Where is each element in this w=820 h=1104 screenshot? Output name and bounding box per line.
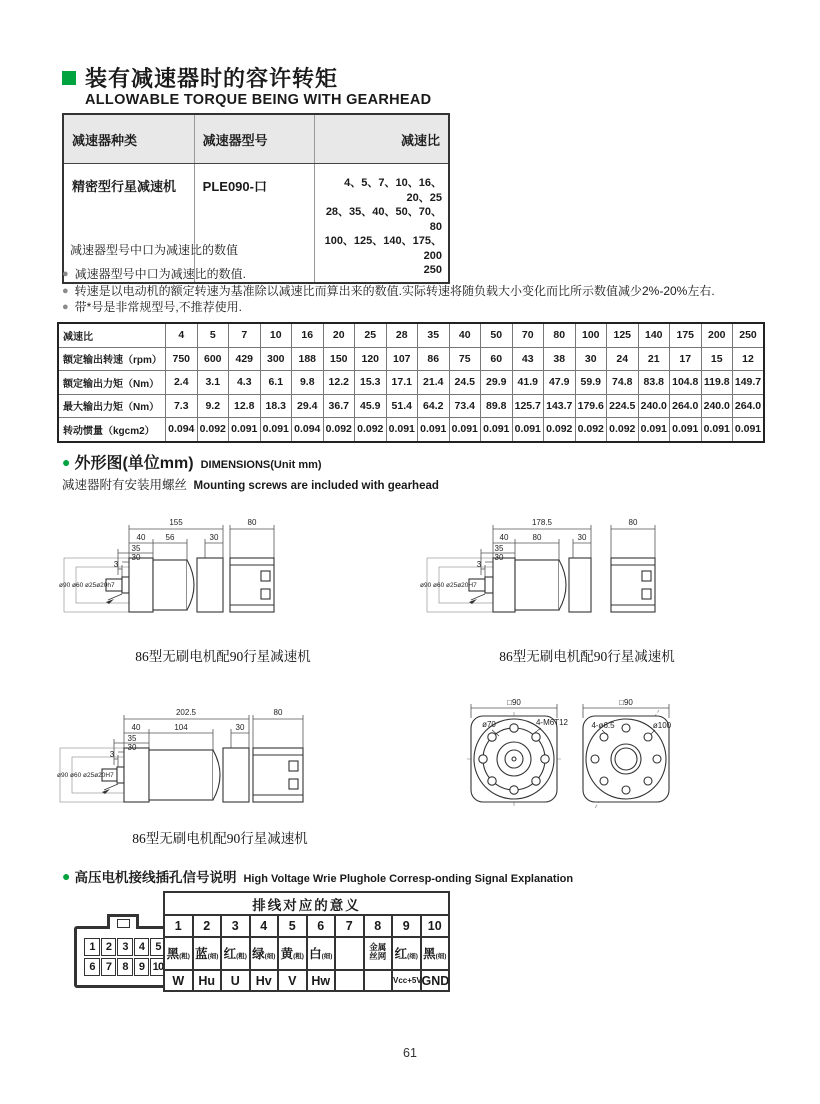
bullet-icon: ● (62, 301, 69, 313)
flange-square-dim: □90 (619, 698, 633, 707)
torque-value-cell: 74.8 (607, 371, 639, 395)
wiring-color-cell (392, 937, 421, 970)
torque-value-cell: 28 (386, 323, 418, 347)
torque-value-cell: 0.094 (292, 418, 324, 442)
torque-value-cell: 9.2 (197, 394, 229, 418)
wiring-signal-cell: V (278, 970, 307, 991)
torque-value-cell: 4 (166, 323, 198, 347)
drawing-caption: 86型无刷电机配90行星减速机 (499, 649, 675, 664)
torque-value-cell: 0.092 (323, 418, 355, 442)
wiring-pin-number: 9 (392, 915, 421, 937)
torque-value-cell: 0.091 (260, 418, 292, 442)
torque-value-cell: 0.091 (512, 418, 544, 442)
dim-diameters: ø90 ø60 ø25ø20H7 (420, 582, 477, 589)
dimensions-subheading-cn: 减速器附有安装用螺丝 (62, 478, 188, 492)
wiring-signal-row (164, 970, 449, 991)
dim-rear-length: 80 (273, 708, 283, 717)
torque-table-row (58, 323, 764, 347)
wiring-color-cell (307, 937, 336, 970)
torque-value-cell: 429 (229, 347, 261, 371)
torque-value-cell: 0.092 (607, 418, 639, 442)
dimension-drawing-gearmotor-155 (56, 503, 331, 645)
wiring-heading-cn: 高压电机接线插孔信号说明 (74, 870, 237, 885)
torque-value-cell: 20 (323, 323, 355, 347)
dimension-drawing-gearmotor-178 (415, 503, 715, 645)
torque-table-row (58, 418, 764, 442)
torque-value-cell: 35 (418, 323, 450, 347)
torque-value-cell: 7 (229, 323, 261, 347)
torque-value-cell: 9.8 (292, 371, 324, 395)
dim-diameters: ø90 ø60 ø25ø20H7 (57, 772, 114, 779)
connector-pin: 10 (150, 958, 166, 976)
torque-value-cell: 30 (575, 347, 607, 371)
torque-value-cell: 38 (544, 347, 576, 371)
wiring-signal-cell: GND (421, 970, 450, 991)
wiring-pin-number: 8 (364, 915, 393, 937)
connector-pin: 9 (134, 958, 150, 976)
torque-value-cell: 125.7 (512, 394, 544, 418)
dim-total-length: 155 (169, 518, 183, 527)
flange-views-drawing (455, 678, 690, 818)
connector-diagram (74, 926, 176, 988)
wiring-signal-cell: W (164, 970, 193, 991)
dim-rear-length: 80 (628, 518, 638, 527)
torque-row-label: 最大输出力矩（Nm） (58, 394, 166, 418)
torque-value-cell: 40 (449, 323, 481, 347)
wire-thickness-label: (细) (321, 953, 333, 960)
wiring-signal-cell: U (221, 970, 250, 991)
dim-g: 3 (113, 560, 119, 569)
torque-value-cell: 12.2 (323, 371, 355, 395)
flange-square-dim: □90 (507, 698, 521, 707)
dim-rear-length: 80 (247, 518, 257, 527)
bullet-icon: ● (62, 268, 69, 280)
wire-thickness-label: (粗) (179, 953, 190, 960)
torque-value-cell: 43 (512, 347, 544, 371)
wiring-signal-cell: Hw (307, 970, 336, 991)
green-bullet-icon: ● (62, 454, 71, 470)
gearhead-ratios (315, 164, 449, 283)
torque-value-cell: 264.0 (670, 394, 702, 418)
torque-value-cell: 18.3 (260, 394, 292, 418)
torque-value-cell: 17 (670, 347, 702, 371)
torque-value-cell: 0.092 (575, 418, 607, 442)
torque-value-cell: 0.092 (355, 418, 387, 442)
wiring-color-cell (193, 937, 222, 970)
gearhead-table-header-row (63, 114, 449, 164)
wiring-pin-number: 10 (421, 915, 450, 937)
torque-value-cell: 125 (607, 323, 639, 347)
dim-f: 30 (127, 743, 137, 752)
torque-value-cell: 0.091 (449, 418, 481, 442)
torque-value-cell: 75 (449, 347, 481, 371)
dim-e: 35 (131, 544, 141, 553)
ratio-line: 250 (423, 264, 442, 276)
wiring-pin-number: 6 (307, 915, 336, 937)
ratio-line: 4、5、7、10、16、20、25 (344, 177, 442, 204)
dimension-drawing-gearmotor-202 (56, 690, 356, 825)
torque-value-cell: 41.9 (512, 371, 544, 395)
torque-row-label: 减速比 (58, 323, 166, 347)
flange-tapped-holes-dim: 4-M6T12 (535, 718, 569, 727)
torque-value-cell: 240.0 (701, 394, 733, 418)
wire-thickness-label: (细) (264, 953, 276, 960)
torque-value-cell: 21 (638, 347, 670, 371)
dim-c: 30 (209, 533, 219, 542)
torque-value-cell: 21.4 (418, 371, 450, 395)
flange-through-holes-dim: 4-ø6.5 (591, 721, 615, 730)
dim-b: 56 (165, 533, 175, 542)
wiring-color-cell (278, 937, 307, 970)
torque-value-cell: 51.4 (386, 394, 418, 418)
wire-thickness-label: (细) (207, 953, 219, 960)
notes-list (62, 266, 762, 316)
dim-e: 35 (127, 734, 137, 743)
wiring-pin-number: 3 (221, 915, 250, 937)
green-square-icon (62, 71, 76, 85)
connector-pin-row-top (79, 938, 171, 956)
torque-value-cell: 73.4 (449, 394, 481, 418)
dim-c: 30 (577, 533, 587, 542)
torque-value-cell: 240.0 (638, 394, 670, 418)
col-header-gearhead-type: 减速器种类 (63, 114, 194, 164)
torque-value-cell: 10 (260, 323, 292, 347)
wire-thickness-label: (细) (435, 953, 447, 960)
col-header-ratio: 减速比 (315, 114, 449, 164)
wire-thickness-label: (粗) (236, 953, 247, 960)
wiring-signal-cell: Hu (193, 970, 222, 991)
wiring-signal-cell: Hv (250, 970, 279, 991)
wiring-signal-cell (364, 970, 393, 991)
torque-value-cell: 59.9 (575, 371, 607, 395)
connector-pin: 4 (134, 938, 150, 956)
torque-value-cell: 2.4 (166, 371, 198, 395)
gearhead-type: 精密型行星减速机 (63, 164, 194, 283)
title-en: ALLOWABLE TORQUE BEING WITH GEARHEAD (85, 92, 432, 108)
wiring-color-cell (250, 937, 279, 970)
flange-bolt-circle-dim: ø70 (482, 720, 496, 729)
torque-value-cell: 4.3 (229, 371, 261, 395)
dim-a: 40 (499, 533, 509, 542)
wiring-table (163, 891, 450, 992)
torque-value-cell: 83.8 (638, 371, 670, 395)
gearhead-table-footnote: 减速器型号中口为减速比的数值 (70, 243, 239, 257)
connector-pin: 8 (117, 958, 133, 976)
wire-color-name: 黑 (423, 947, 436, 961)
wiring-signal-cell (335, 970, 364, 991)
note-item (62, 266, 762, 283)
torque-value-cell: 15.3 (355, 371, 387, 395)
gearhead-table-data-row (63, 164, 449, 283)
torque-value-cell: 300 (260, 347, 292, 371)
torque-value-cell: 149.7 (733, 371, 765, 395)
torque-value-cell: 50 (481, 323, 513, 347)
dimensions-subheading-en: Mounting screws are included with gearhead (193, 480, 439, 492)
torque-row-label: 额定输出转速（rpm） (58, 347, 166, 371)
torque-value-cell: 107 (386, 347, 418, 371)
dim-g: 3 (109, 750, 115, 759)
torque-table-row (58, 394, 764, 418)
wire-color-name: 白 (309, 947, 322, 961)
dimensions-section-heading (62, 450, 322, 473)
connector-pin: 6 (84, 958, 100, 976)
wiring-pin-number: 4 (250, 915, 279, 937)
wiring-pin-number: 7 (335, 915, 364, 937)
torque-value-cell: 750 (166, 347, 198, 371)
dim-a: 40 (131, 723, 141, 732)
torque-value-cell: 119.8 (701, 371, 733, 395)
dimensions-subheading (62, 475, 439, 493)
page-number: 61 (403, 1046, 417, 1060)
torque-value-cell: 12.8 (229, 394, 261, 418)
torque-table (57, 322, 765, 443)
gearhead-model: PLE090-口 (194, 164, 315, 283)
wiring-color-row (164, 937, 449, 970)
wiring-table-title: 排线对应的意义 (164, 892, 449, 915)
dim-f: 30 (494, 553, 504, 562)
connector-pin: 1 (84, 938, 100, 956)
title-cn: 装有减速器时的容许转矩 (85, 66, 339, 91)
torque-value-cell: 0.091 (638, 418, 670, 442)
ratio-line: 28、35、40、50、70、80 (325, 206, 442, 233)
torque-value-cell: 16 (292, 323, 324, 347)
torque-value-cell: 3.1 (197, 371, 229, 395)
note-item (62, 299, 762, 316)
torque-value-cell: 224.5 (607, 394, 639, 418)
wire-thickness-label: (粗) (293, 953, 304, 960)
torque-value-cell: 70 (512, 323, 544, 347)
drawing-caption: 86型无刷电机配90行星减速机 (135, 649, 311, 664)
torque-value-cell: 15 (701, 347, 733, 371)
dim-g: 3 (476, 560, 482, 569)
torque-value-cell: 250 (733, 323, 765, 347)
wiring-color-cell (364, 937, 393, 970)
page-title (62, 62, 338, 93)
dim-c: 30 (235, 723, 245, 732)
connector-pin: 3 (117, 938, 133, 956)
wire-color-name: 蓝 (195, 947, 208, 961)
torque-value-cell: 0.091 (701, 418, 733, 442)
torque-value-cell: 0.091 (733, 418, 765, 442)
torque-value-cell: 29.9 (481, 371, 513, 395)
dimensions-heading-cn: 外形图(单位mm) (74, 455, 194, 472)
torque-value-cell: 25 (355, 323, 387, 347)
note-text: 带*号是非常规型号,不推荐使用. (74, 300, 242, 314)
torque-value-cell: 0.092 (197, 418, 229, 442)
col-header-gearhead-model: 减速器型号 (194, 114, 315, 164)
torque-value-cell: 47.9 (544, 371, 576, 395)
torque-value-cell: 140 (638, 323, 670, 347)
torque-value-cell: 45.9 (355, 394, 387, 418)
torque-value-cell: 120 (355, 347, 387, 371)
torque-value-cell: 179.6 (575, 394, 607, 418)
wire-thickness-label: (细) (407, 953, 418, 960)
green-bullet-icon: ● (62, 868, 71, 884)
wiring-heading-en: High Voltage Wrie Plughole Corresp-onding Signal Explanation (243, 873, 574, 885)
wire-color-name: 金属丝网 (369, 942, 387, 961)
wire-color-name: 绿 (252, 947, 265, 961)
torque-value-cell: 175 (670, 323, 702, 347)
torque-value-cell: 0.091 (386, 418, 418, 442)
wiring-color-cell (335, 937, 364, 970)
connector-tab-slot (117, 919, 130, 928)
dim-b: 104 (174, 723, 188, 732)
torque-value-cell: 17.1 (386, 371, 418, 395)
wiring-pin-number-row (164, 915, 449, 937)
wire-color-name: 黄 (280, 947, 294, 961)
torque-value-cell: 100 (575, 323, 607, 347)
torque-value-cell: 7.3 (166, 394, 198, 418)
torque-value-cell: 36.7 (323, 394, 355, 418)
torque-value-cell: 150 (323, 347, 355, 371)
torque-table-row (58, 371, 764, 395)
torque-value-cell: 0.091 (418, 418, 450, 442)
torque-value-cell: 24.5 (449, 371, 481, 395)
drawing-caption: 86型无刷电机配90行星减速机 (132, 831, 308, 846)
wiring-pin-number: 5 (278, 915, 307, 937)
dim-a: 40 (136, 533, 146, 542)
flange-outer-circle-dim: ø100 (652, 721, 672, 730)
torque-value-cell: 60 (481, 347, 513, 371)
connector-pin-row-bottom (79, 958, 171, 976)
connector-pin: 2 (101, 938, 117, 956)
torque-value-cell: 29.4 (292, 394, 324, 418)
dim-total-length: 178.5 (531, 518, 553, 527)
torque-value-cell: 24 (607, 347, 639, 371)
torque-value-cell: 0.094 (166, 418, 198, 442)
torque-value-cell: 80 (544, 323, 576, 347)
wire-color-name: 黑 (166, 947, 180, 961)
wiring-color-cell (421, 937, 450, 970)
dim-e: 35 (494, 544, 504, 553)
note-text: 转速是以电动机的额定转速为基准除以减速比而算出来的数值.实际转速将随负载大小变化而比所示数值减少2%-20%左右. (74, 283, 715, 298)
torque-value-cell: 0.092 (544, 418, 576, 442)
wiring-title-row (164, 892, 449, 915)
note-text: 减速器型号中口为减速比的数值. (74, 267, 246, 281)
note-item (62, 283, 762, 300)
wiring-color-cell (221, 937, 250, 970)
wiring-section-heading (62, 866, 573, 886)
torque-value-cell: 0.091 (481, 418, 513, 442)
torque-value-cell: 600 (197, 347, 229, 371)
torque-value-cell: 6.1 (260, 371, 292, 395)
wiring-signal-cell: Vcc+5V (392, 970, 421, 991)
connector-pin: 7 (101, 958, 117, 976)
torque-value-cell: 264.0 (733, 394, 765, 418)
dim-f: 30 (131, 553, 141, 562)
torque-table-row (58, 347, 764, 371)
torque-value-cell: 104.8 (670, 371, 702, 395)
torque-value-cell: 64.2 (418, 394, 450, 418)
torque-value-cell: 200 (701, 323, 733, 347)
dimensions-heading-en: DIMENSIONS(Unit mm) (200, 459, 322, 471)
torque-value-cell: 89.8 (481, 394, 513, 418)
torque-value-cell: 0.091 (670, 418, 702, 442)
dim-total-length: 202.5 (175, 708, 197, 717)
wire-color-name: 红 (223, 947, 237, 961)
dim-diameters: ø90 ø60 ø25ø20h7 (59, 582, 115, 589)
wiring-pin-number: 1 (164, 915, 193, 937)
dim-b: 80 (532, 533, 542, 542)
wiring-color-cell (164, 937, 193, 970)
bullet-icon: ● (62, 284, 69, 297)
wiring-pin-number: 2 (193, 915, 222, 937)
torque-value-cell: 5 (197, 323, 229, 347)
torque-value-cell: 143.7 (544, 394, 576, 418)
connector-tab (107, 914, 139, 929)
torque-row-label: 额定输出力矩（Nm） (58, 371, 166, 395)
ratio-line: 100、125、140、175、200 (324, 235, 442, 262)
torque-value-cell: 188 (292, 347, 324, 371)
torque-value-cell: 12 (733, 347, 765, 371)
torque-value-cell: 86 (418, 347, 450, 371)
torque-row-label: 转动惯量（kgcm2） (58, 418, 166, 442)
torque-value-cell: 0.091 (229, 418, 261, 442)
connector-pin: 5 (150, 938, 166, 956)
wire-color-name: 红 (394, 947, 408, 961)
